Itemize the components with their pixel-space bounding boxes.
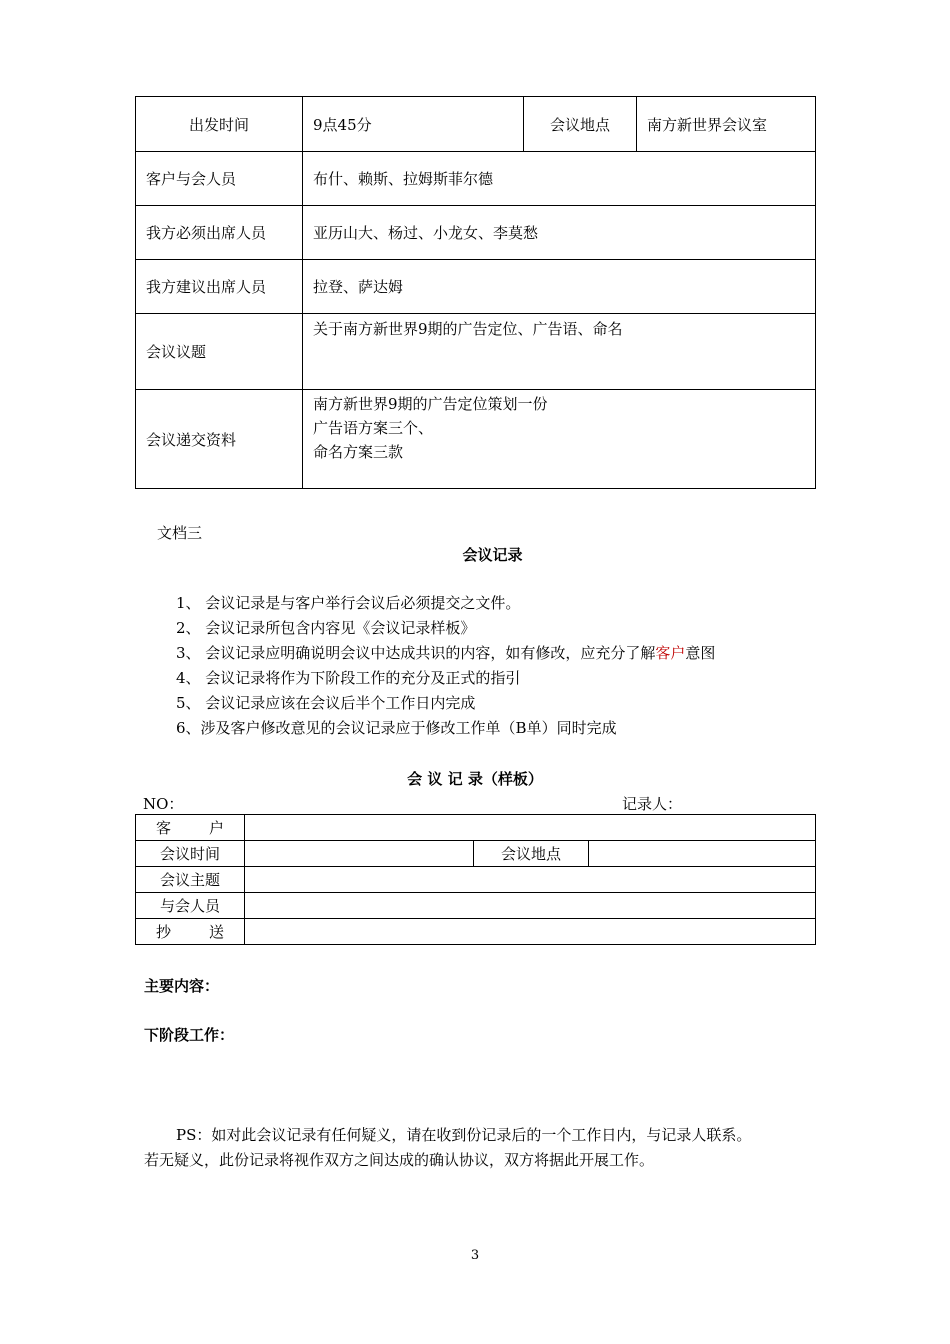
client-char: 户 xyxy=(208,819,224,837)
rules-list xyxy=(176,591,715,741)
materials-line: 广告语方案三个、 xyxy=(313,419,434,437)
topic-label: 会议议题 xyxy=(136,314,303,390)
record-template-table xyxy=(135,814,816,945)
main-content-heading: 主要内容： xyxy=(144,977,220,995)
topic-value: 关于南方新世界9期的广告定位、广告语、命名 xyxy=(303,314,816,390)
suggested-value: 拉登、萨达姆 xyxy=(303,260,816,314)
place-label: 会议地点 xyxy=(474,841,589,867)
cc-cell xyxy=(136,919,245,945)
cc-char: 送 xyxy=(208,923,224,941)
place-input[interactable] xyxy=(589,841,816,867)
recorder-label: 记录人： xyxy=(622,795,683,813)
list-item: 5、 会议记录应该在会议后半个工作日内完成 xyxy=(176,694,476,712)
rule3-text: 3、 会议记录应明确说明会议中达成共识的内容，如有修改，应充分了解 xyxy=(176,644,656,662)
meeting-info-table xyxy=(135,96,816,489)
client-input[interactable] xyxy=(245,815,816,841)
section-title: 会议记录 xyxy=(462,546,523,564)
list-item xyxy=(176,641,715,666)
materials-line: 南方新世界9期的广告定位策划一份 xyxy=(313,395,548,413)
attendees-input[interactable] xyxy=(245,893,816,919)
location-label: 会议地点 xyxy=(524,97,637,152)
no-label: NO： xyxy=(143,795,184,813)
cc-char: 抄 xyxy=(156,923,172,941)
time-input[interactable] xyxy=(245,841,474,867)
subject-label: 会议主题 xyxy=(136,867,245,893)
cc-input[interactable] xyxy=(245,919,816,945)
list-item: 6、涉及客户修改意见的会议记录应于修改工作单（B单）同时完成 xyxy=(176,719,617,737)
required-label: 我方必须出席人员 xyxy=(136,206,303,260)
materials-value xyxy=(303,390,816,489)
ps-line-1: PS：如对此会议记录有任何疑义，请在收到份记录后的一个工作日内，与记录人联系。 xyxy=(176,1126,752,1144)
page-number: 3 xyxy=(470,1248,480,1263)
list-item: 4、 会议记录将作为下阶段工作的充分及正式的指引 xyxy=(176,669,521,687)
list-item: 1、 会议记录是与客户举行会议后必须提交之文件。 xyxy=(176,594,521,612)
location-value: 南方新世界会议室 xyxy=(637,97,816,152)
rule3-tail: 意图 xyxy=(685,644,716,662)
rule3-highlight: 客户 xyxy=(655,644,686,662)
materials-line: 命名方案三款 xyxy=(313,443,404,461)
template-title: 会 议 记 录（样板） xyxy=(407,770,543,788)
suggested-label: 我方建议出席人员 xyxy=(136,260,303,314)
ps-line-2: 若无疑义，此份记录将视作双方之间达成的确认协议，双方将据此开展工作。 xyxy=(144,1151,655,1169)
doc-label: 文档三 xyxy=(157,524,203,542)
client-cell xyxy=(136,815,245,841)
subject-input[interactable] xyxy=(245,867,816,893)
materials-label: 会议递交资料 xyxy=(136,390,303,489)
time-label: 会议时间 xyxy=(136,841,245,867)
depart-value: 9点45分 xyxy=(303,97,524,152)
client-value: 布什、赖斯、拉姆斯菲尔德 xyxy=(303,152,816,206)
list-item: 2、 会议记录所包含内容见《会议记录样板》 xyxy=(176,619,476,637)
attendees-label: 与会人员 xyxy=(136,893,245,919)
required-value: 亚历山大、杨过、小龙女、李莫愁 xyxy=(303,206,816,260)
next-stage-heading: 下阶段工作： xyxy=(144,1026,235,1044)
client-char: 客 xyxy=(156,819,172,837)
depart-label: 出发时间 xyxy=(136,97,303,152)
client-label: 客户与会人员 xyxy=(136,152,303,206)
